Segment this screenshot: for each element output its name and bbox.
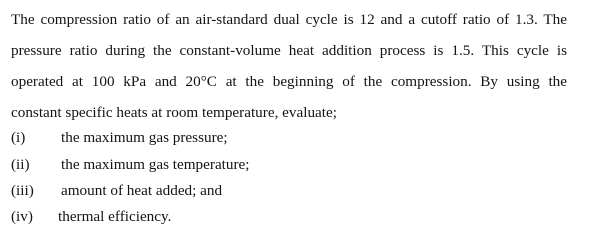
list-item-text: amount of heat added; and (61, 182, 223, 199)
list-item-text: the maximum gas temperature; (61, 156, 250, 173)
list-item-marker: (iv) (11, 208, 33, 225)
list-item-marker: (iii) (11, 182, 34, 199)
list-item-text: the maximum gas pressure; (61, 129, 228, 146)
list-item-marker: (ii) (11, 156, 30, 173)
paragraph-line-4: constant specific heats at room temperature, evaluate; (11, 104, 337, 121)
list-item-text: thermal efficiency. (58, 208, 172, 225)
paragraph-line-3: operated at 100 kPa and 20°C at the beginning of the compression. By using the (11, 73, 567, 90)
list-item-marker: (i) (11, 129, 26, 146)
paragraph-line-1: The compression ratio of an air-standard dual cycle is 12 and a cutoff ratio of 1.3. The (11, 11, 567, 28)
paragraph-line-2: pressure ratio during the constant-volume heat addition process is 1.5. This cycle is (11, 42, 567, 59)
